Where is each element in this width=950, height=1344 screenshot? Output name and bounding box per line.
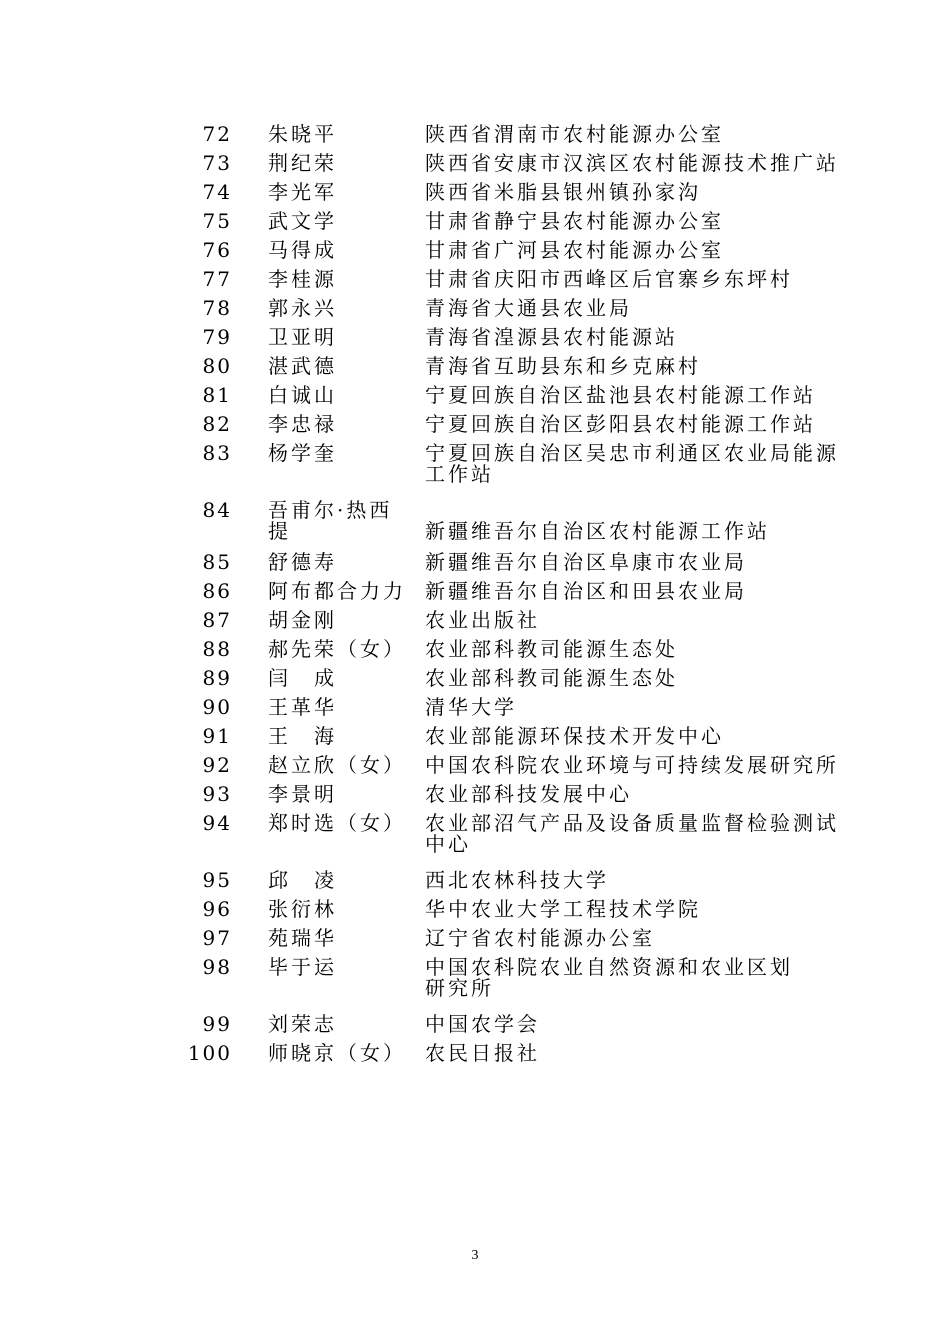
organization: 中国农学会 (425, 1012, 540, 1036)
person-name: 朱晓平 (268, 122, 337, 146)
person-name: 荆纪荣 (268, 151, 337, 175)
person-name: 郝先荣（女） (268, 637, 406, 661)
list-row (0, 726, 950, 747)
organization: 陕西省安康市汉滨区农村能源技术推广站 (425, 151, 839, 175)
row-number: 94 (202, 811, 232, 835)
list-row (0, 668, 950, 689)
organization: 宁夏回族自治区彭阳县农村能源工作站 (425, 412, 816, 436)
person-name: 闫 成 (268, 666, 337, 690)
list-row (0, 697, 950, 718)
person-name: 李景明 (268, 782, 337, 806)
organization: 甘肃省静宁县农村能源办公室 (425, 209, 724, 233)
organization: 青海省湟源县农村能源站 (425, 325, 678, 349)
row-number: 99 (202, 1012, 232, 1036)
organization: 陕西省渭南市农村能源办公室 (425, 122, 724, 146)
person-name: 白诚山 (268, 383, 337, 407)
row-number: 91 (202, 724, 232, 748)
list-row (0, 182, 950, 203)
person-name: 李光军 (268, 180, 337, 204)
name-list (0, 124, 950, 1072)
row-number: 78 (202, 296, 232, 320)
person-name: 湛武德 (268, 354, 337, 378)
person-name: 苑瑞华 (268, 926, 337, 950)
person-name: 刘荣志 (268, 1012, 337, 1036)
row-number: 79 (202, 325, 232, 349)
list-row (0, 784, 950, 805)
organization: 甘肃省广河县农村能源办公室 (425, 238, 724, 262)
list-row (0, 1014, 950, 1035)
row-number: 96 (202, 897, 232, 921)
list-row (0, 269, 950, 290)
person-name: 毕于运 (268, 955, 337, 979)
person-name: 舒德寿 (268, 550, 337, 574)
list-row (0, 1043, 950, 1064)
list-row (0, 899, 950, 920)
organization: 陕西省米脂县银州镇孙家沟 (425, 180, 701, 204)
organization: 宁夏回族自治区吴忠市利通区农业局能源 工作站 (425, 441, 839, 486)
person-name: 马得成 (268, 238, 337, 262)
person-name: 胡金刚 (268, 608, 337, 632)
row-number: 77 (202, 267, 232, 291)
organization: 青海省互助县东和乡克麻村 (425, 354, 701, 378)
list-row (0, 552, 950, 573)
person-name: 王革华 (268, 695, 337, 719)
organization: 中国农科院农业环境与可持续发展研究所 (425, 753, 839, 777)
list-row (0, 356, 950, 377)
row-number: 82 (202, 412, 232, 436)
person-name: 师晓京（女） (268, 1041, 406, 1065)
row-number: 89 (202, 666, 232, 690)
list-row (0, 870, 950, 891)
list-row (0, 813, 950, 855)
row-number: 74 (202, 180, 232, 204)
row-number: 90 (202, 695, 232, 719)
list-row (0, 211, 950, 232)
organization: 农业部科技发展中心 (425, 782, 632, 806)
person-name: 张衍林 (268, 897, 337, 921)
organization: 华中农业大学工程技术学院 (425, 897, 701, 921)
list-row (0, 500, 950, 542)
row-number: 81 (202, 383, 232, 407)
organization: 宁夏回族自治区盐池县农村能源工作站 (425, 383, 816, 407)
list-row (0, 327, 950, 348)
list-row (0, 639, 950, 660)
row-number: 85 (202, 550, 232, 574)
list-row (0, 153, 950, 174)
row-number: 97 (202, 926, 232, 950)
organization: 农业部科教司能源生态处 (425, 637, 678, 661)
row-number: 86 (202, 579, 232, 603)
row-number: 93 (202, 782, 232, 806)
organization: 新疆维吾尔自治区和田县农业局 (425, 579, 747, 603)
list-row (0, 610, 950, 631)
person-name: 赵立欣（女） (268, 753, 406, 777)
person-name: 郑时选（女） (268, 811, 406, 835)
row-number: 84 (202, 498, 232, 522)
person-name: 吾甫尔·热西 提 (268, 498, 393, 543)
organization: 青海省大通县农业局 (425, 296, 632, 320)
row-number: 87 (202, 608, 232, 632)
row-number: 83 (202, 441, 232, 465)
organization: 新疆维吾尔自治区阜康市农业局 (425, 550, 747, 574)
person-name: 李桂源 (268, 267, 337, 291)
list-row (0, 124, 950, 145)
organization: 甘肃省庆阳市西峰区后官寨乡东坪村 (425, 267, 793, 291)
list-row (0, 298, 950, 319)
organization: 农业部能源环保技术开发中心 (425, 724, 724, 748)
list-row (0, 928, 950, 949)
list-row (0, 581, 950, 602)
list-row (0, 957, 950, 999)
row-number: 88 (202, 637, 232, 661)
row-number: 98 (202, 955, 232, 979)
row-number: 92 (202, 753, 232, 777)
organization: 中国农科院农业自然资源和农业区划 研究所 (425, 955, 793, 1000)
organization: 西北农林科技大学 (425, 868, 609, 892)
organization: 农业部科教司能源生态处 (425, 666, 678, 690)
person-name: 王 海 (268, 724, 337, 748)
list-row (0, 443, 950, 485)
person-name: 卫亚明 (268, 325, 337, 349)
organization: 农民日报社 (425, 1041, 540, 1065)
row-number: 76 (202, 238, 232, 262)
list-row (0, 755, 950, 776)
row-number: 80 (202, 354, 232, 378)
row-number: 95 (202, 868, 232, 892)
row-number: 72 (202, 122, 232, 146)
organization: 农业部沼气产品及设备质量监督检验测试 中心 (425, 811, 839, 856)
organization: 清华大学 (425, 695, 517, 719)
person-name: 杨学奎 (268, 441, 337, 465)
organization: 新疆维吾尔自治区农村能源工作站 (425, 519, 770, 543)
row-number: 73 (202, 151, 232, 175)
list-row (0, 414, 950, 435)
list-row (0, 240, 950, 261)
row-number: 75 (202, 209, 232, 233)
person-name: 邱 凌 (268, 868, 337, 892)
person-name: 李忠禄 (268, 412, 337, 436)
organization: 农业出版社 (425, 608, 540, 632)
row-number: 100 (187, 1041, 232, 1065)
page-number: 3 (471, 1248, 479, 1263)
person-name: 武文学 (268, 209, 337, 233)
organization: 辽宁省农村能源办公室 (425, 926, 655, 950)
person-name: 阿布都合力力 (268, 579, 406, 603)
list-row (0, 385, 950, 406)
person-name: 郭永兴 (268, 296, 337, 320)
